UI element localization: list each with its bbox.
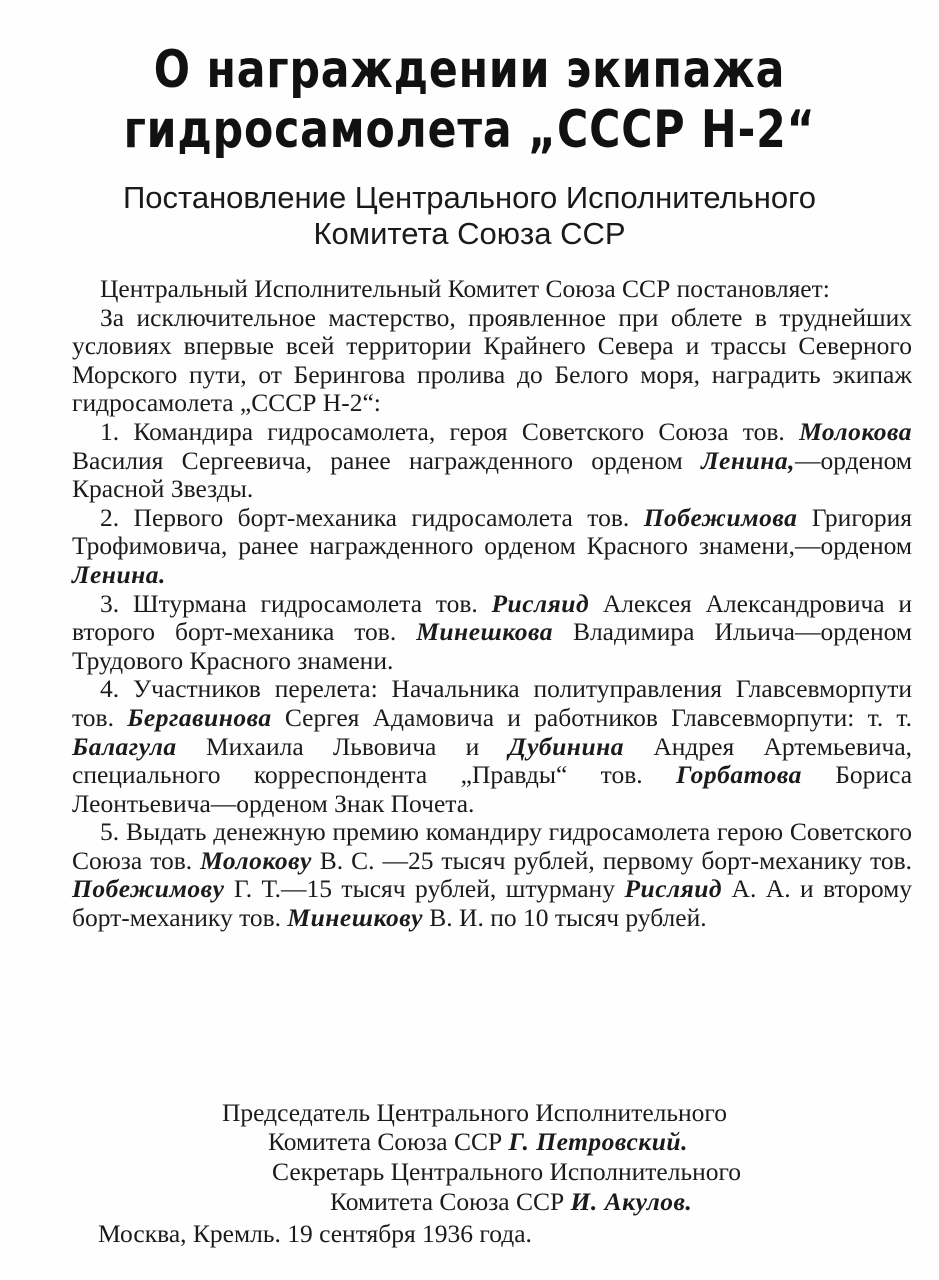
item-1-text-a: 1. Командира гидросамолета, героя Советского Союза тов. <box>100 416 785 446</box>
item-4-text-b: Сергея Адамовича и работников Главсевморпути: т. т. <box>284 702 913 732</box>
subtitle-line-2: Комитета Союза ССР <box>313 216 626 251</box>
preamble-paragraph: За исключительное мастерство, проявленное при облете в труднейших условиях впервые всей территории Крайнего Севера и трассы Северного Морского пути, от Берингова пролива до Белого моря, наградить экипаж гидросамолета „СССР Н-2“: <box>72 302 912 418</box>
awardee-name: Минешкова <box>416 617 553 647</box>
item-5-text-c: Г. Т.—15 тысяч рублей, штурману <box>233 874 615 904</box>
item-2-text-a: 2. Первого борт-механика гидросамолета тов. <box>100 502 630 532</box>
item-3-text-b: Алексея Александровича и второго борт-механика тов. <box>72 588 912 647</box>
subtitle-line-1: Постановление Центрального Исполнительного <box>122 180 817 215</box>
item-4-text-a: 4. Участников перелета: Начальника политуправления Главсевморпути тов. <box>72 674 912 732</box>
item-1-text-b: Василия Сергеевича, ранее награжденного орденом <box>72 445 683 475</box>
item-5-text-a: 5. Выдать денежную премию командиру гидросамолета герою Советского Союза тов. <box>72 817 912 875</box>
item-4 <box>72 675 912 818</box>
order-name: Ленина. <box>72 559 166 589</box>
awardee-name: Молокову <box>200 845 312 875</box>
document-subtitle <box>0 180 939 252</box>
awardee-name: Горбатова <box>676 760 802 790</box>
signature-1-line-2-text: Комитета Союза ССР <box>268 1127 503 1156</box>
awardee-name: Рисляид <box>624 874 723 904</box>
item-4-text-e: Бориса Леонтьевича—орденом Знак Почета. <box>72 760 913 818</box>
item-4-text-d: Андрея Артемьевича, специального корреспондента „Правды“ тов. <box>72 731 913 790</box>
title-line-1: О награждении экипажа <box>153 40 786 100</box>
awardee-name: Рисляид <box>491 588 590 618</box>
signature-1-line-2 <box>268 1127 688 1157</box>
item-3 <box>72 590 912 676</box>
item-2-text-b: Григория Трофимовича, ранее награжденного орденом Красного знамени,—орденом <box>72 502 913 561</box>
signatory-name: И. Акулов. <box>570 1187 693 1216</box>
item-2 <box>72 504 912 590</box>
intro-paragraph: Центральный Исполнительный Комитет Союза ССР постановляет: <box>100 274 830 303</box>
item-1-text-c: —орденом Красной Звезды. <box>72 445 913 504</box>
item-5-text-e: В. И. по 10 тысяч рублей. <box>429 903 707 933</box>
item-3-text-a: 3. Штурмана гидросамолета тов. <box>100 588 478 618</box>
signature-2-line-2-text: Комитета Союза ССР <box>330 1187 565 1216</box>
document-title <box>85 40 855 160</box>
signatory-name: Г. Петровский. <box>508 1127 688 1156</box>
awardee-name: Молокова <box>799 416 913 446</box>
awardee-name: Побежимова <box>643 502 798 532</box>
item-5 <box>72 818 912 932</box>
item-3-text-c: Владимира Ильича—орденом Трудового Красного знамени. <box>72 617 913 675</box>
awardee-name: Дубинина <box>508 731 625 761</box>
signature-2-line-1: Секретарь Центрального Исполнительного <box>272 1157 742 1186</box>
item-5-text-b: В. С. —25 тысяч рублей, первому борт-механику тов. <box>319 845 913 875</box>
decree-body <box>72 275 912 933</box>
place-and-date: Москва, Кремль. 19 сентября 1936 года. <box>98 1219 532 1248</box>
signature-1-line-1: Председатель Центрального Исполнительного <box>222 1098 727 1127</box>
item-4-text-c: Михаила Львовича и <box>205 731 480 761</box>
item-5-text-d: А. А. и второму борт-механику тов. <box>72 874 913 933</box>
awardee-name: Балагула <box>72 731 177 761</box>
signature-2-line-2 <box>330 1187 692 1217</box>
awardee-name: Бергавинова <box>127 702 272 732</box>
awardee-name: Минешкову <box>287 903 423 933</box>
item-1 <box>72 418 912 504</box>
title-line-2: гидросамолета „СССР Н-2“ <box>123 100 816 160</box>
order-name: Ленина, <box>701 445 795 475</box>
awardee-name: Побежимову <box>72 874 225 904</box>
